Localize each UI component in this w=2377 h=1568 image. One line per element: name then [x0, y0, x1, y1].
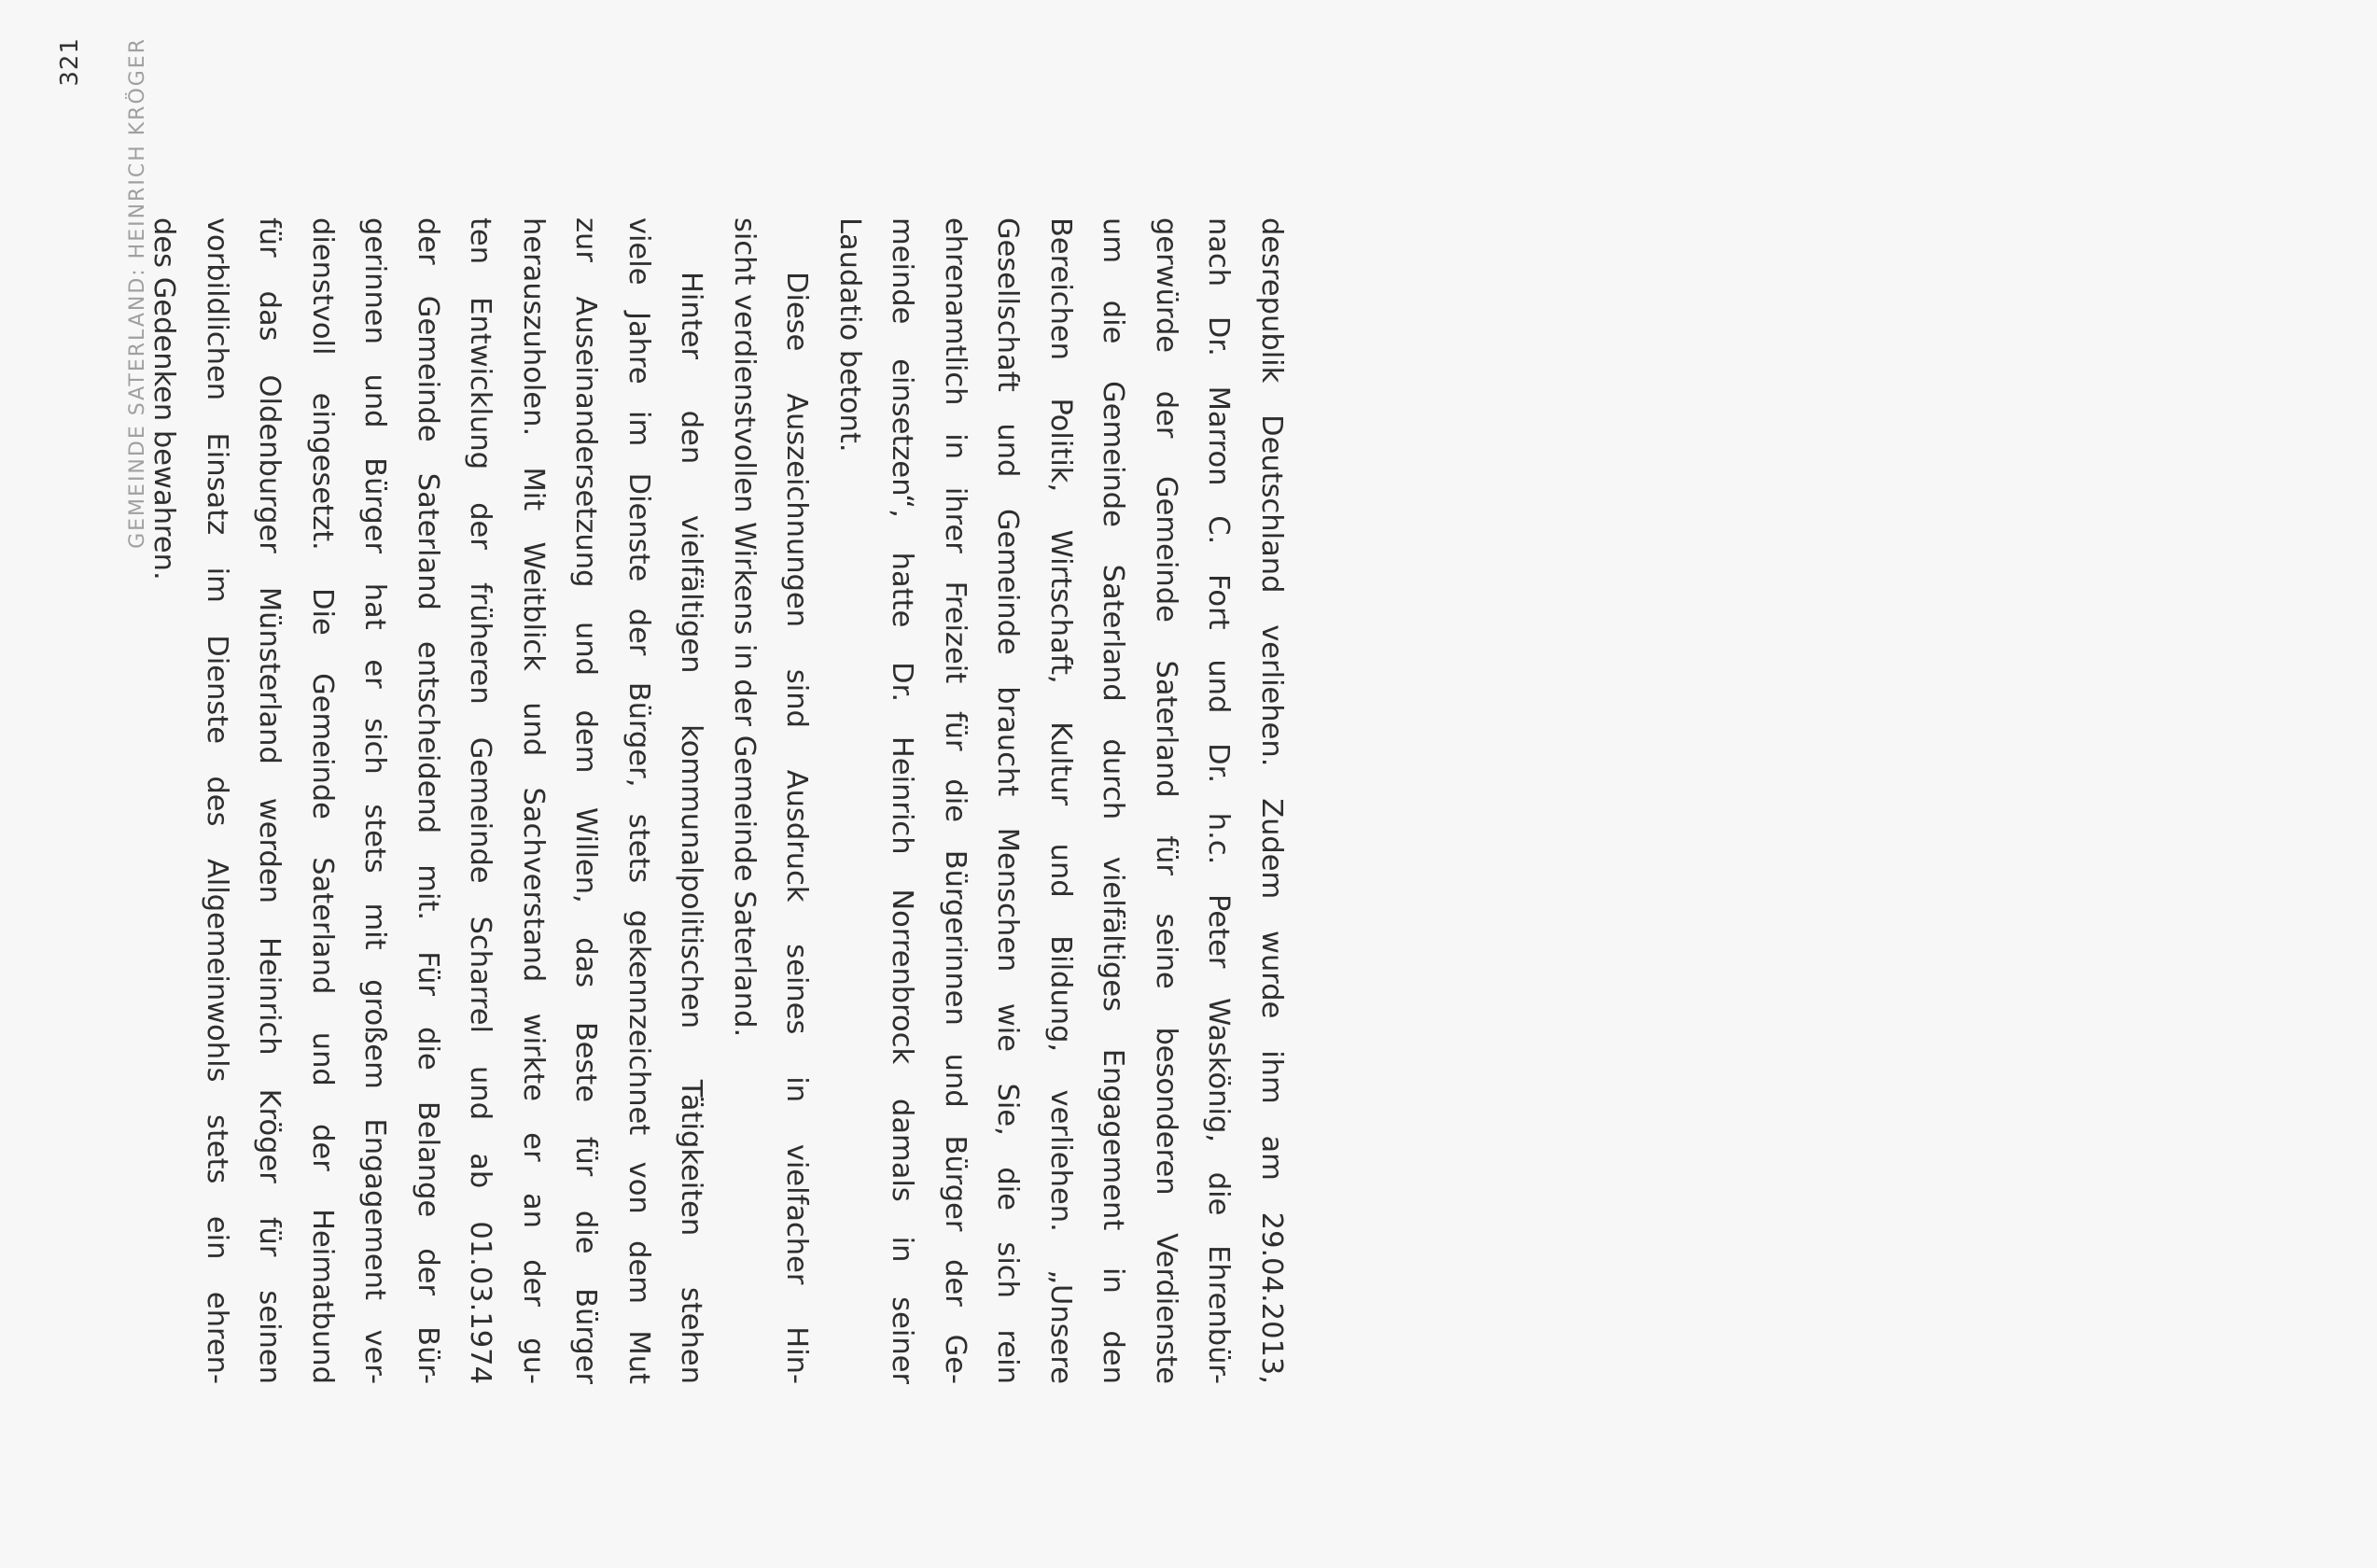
text-line: gerinnen und Bürger hat er sich stets mit großem Engagement ver- [358, 217, 392, 1384]
paragraph [718, 217, 823, 1403]
text-line: dienstvoll eingesetzt. Die Gemeinde Saterland und der Heimatbund [306, 217, 339, 1384]
text-line: für das Oldenburger Münsterland werden Heinrich Kröger für seinen [253, 217, 287, 1384]
text-line: meinde einsetzen“, hatte Dr. Heinrich Norrenbrock damals in seiner [886, 217, 919, 1384]
text-line: des Gedenken bewahren. [147, 217, 181, 581]
text-line: Gesellschaft und Gemeinde braucht Menschen wie Sie, die sich rein [991, 217, 1025, 1384]
text-line: nach Dr. Marron C. Fort und Dr. h.c. Peter Waskönig, die Ehrenbür- [1202, 217, 1236, 1384]
text-line: desrepublik Deutschland verliehen. Zudem wurde ihm am 29.04.2013, [1255, 217, 1288, 1384]
text-line: um die Gemeinde Saterland durch vielfältiges Engagement in den [1097, 217, 1130, 1384]
text-line: Bereichen Politik, Wirtschaft, Kultur und Bildung, verliehen. „Unsere [1044, 217, 1077, 1384]
text-line: viele Jahre im Dienste der Bürger, stets gekennzeichnet von dem Mut [622, 217, 655, 1384]
text-line: vorbildlichen Einsatz im Dienste des Allgemeinwohls stets ein ehren- [201, 217, 233, 1384]
text-line: Laudatio betont. [833, 217, 866, 453]
text-line: ten Entwicklung der früheren Gemeinde Scharrel und ab 01.03.1974 [464, 217, 497, 1384]
text-line: sicht verdienstvollen Wirkens in der Gemeinde Saterland. [728, 217, 761, 1038]
text-line: herauszuholen. Mit Weitblick und Sachverstand wirkte er an der gu- [517, 217, 550, 1384]
text-line: der Gemeinde Saterland entscheidend mit. Für die Belange der Bür- [412, 217, 444, 1384]
text-line: zur Auseinandersetzung und dem Willen, das Beste für die Bürger [569, 217, 603, 1384]
body-text [137, 217, 1297, 1403]
text-line: gerwürde der Gemeinde Saterland für seine besonderen Verdienste [1150, 217, 1182, 1384]
text-line: ehrenamtlich in ihrer Freizeit für die Bürgerinnen und Bürger der Ge- [939, 217, 972, 1384]
running-head-title: GEMEINDE SATERLAND: HEINRICH KRÖGER [126, 37, 149, 549]
page-number: 321 [56, 37, 84, 87]
text-line: Diese Auszeichnungen sind Ausdruck seines in vielfacher Hin- [780, 272, 814, 1384]
paragraph [823, 217, 1298, 1403]
paragraph [137, 217, 718, 1403]
text-line: Hinter den vielfältigen kommunalpolitischen Tätigkeiten stehen [675, 272, 708, 1384]
